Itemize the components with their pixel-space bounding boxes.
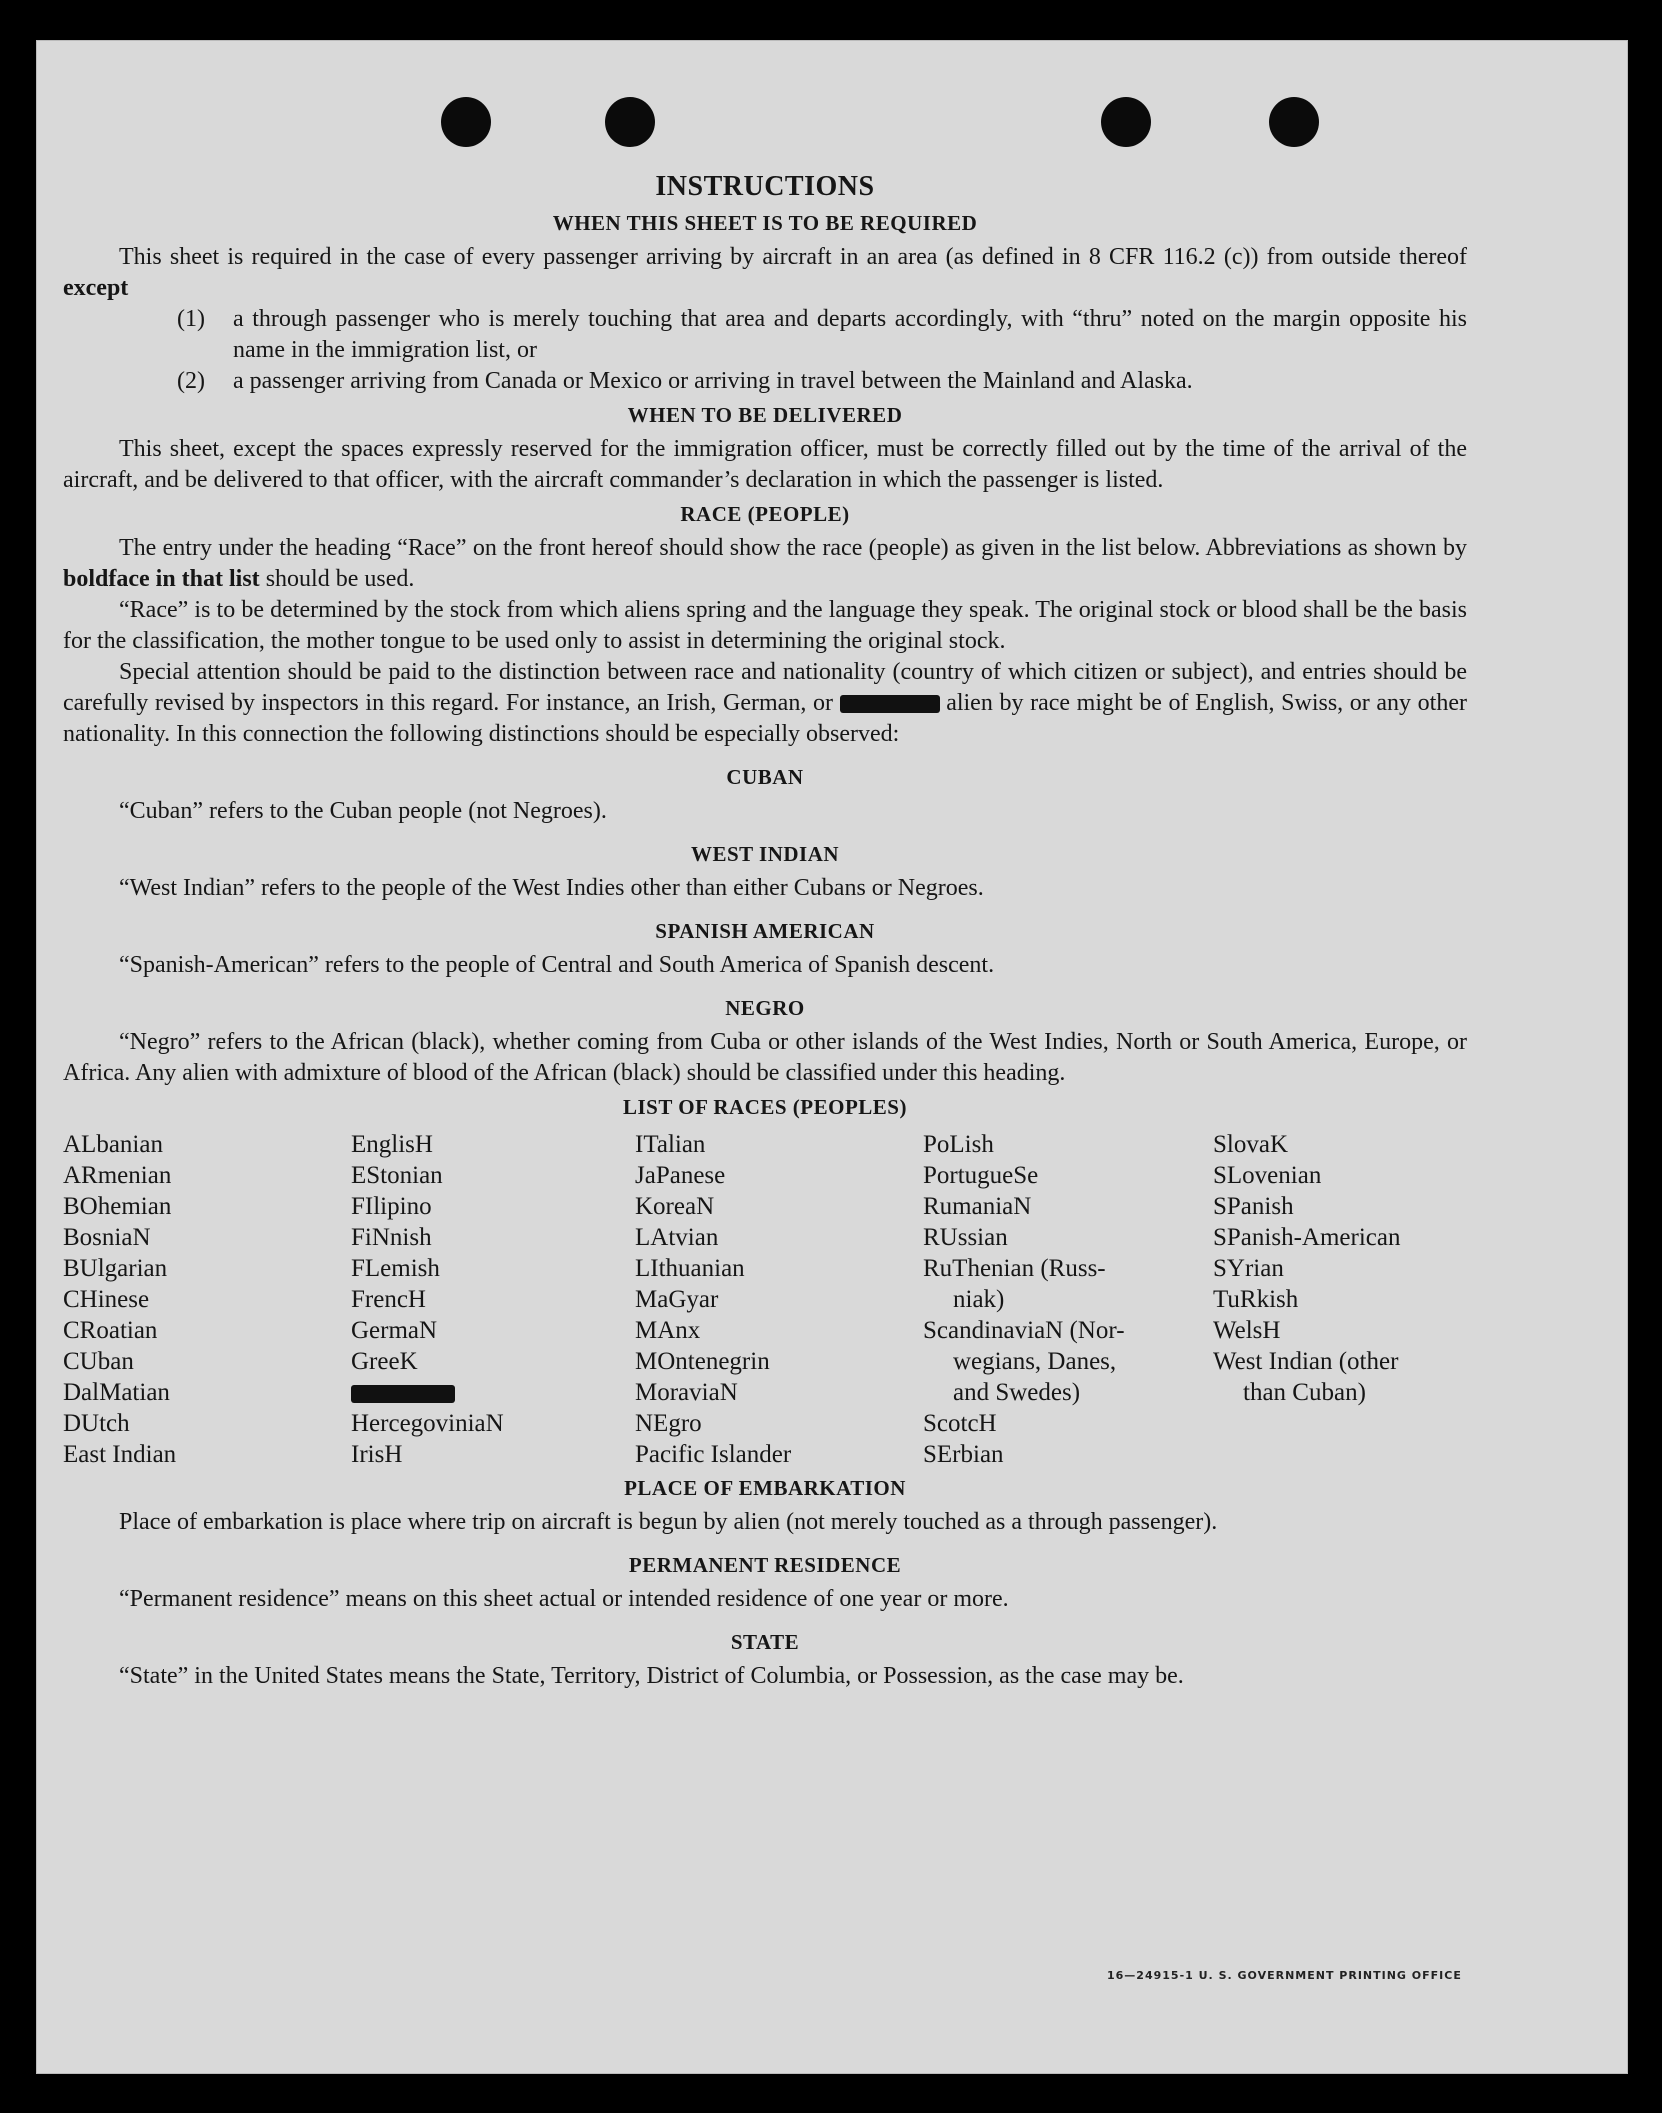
heading-permanent-residence: PERMANENT RESIDENCE <box>628 1553 902 1577</box>
race-item: West Indian (other <box>1213 1348 1399 1375</box>
heading-spanish-american: SPANISH AMERICAN <box>655 919 875 943</box>
race-item: RumaniaN <box>923 1193 1032 1220</box>
heading-when-required: WHEN THIS SHEET IS TO BE REQUIRED <box>552 211 978 235</box>
heading-list-of-races: LIST OF RACES (PEOPLES) <box>623 1095 907 1119</box>
heading-race: RACE (PEOPLE) <box>680 502 850 526</box>
race-item: LIthuanian <box>635 1255 745 1282</box>
heading-west-indian: WEST INDIAN <box>690 842 840 866</box>
paragraph-race-1: The entry under the heading “Race” on the front hereof should show the race (people) as given in the list below. Abbreviations as shown by boldface in that list should be used. <box>63 535 1467 592</box>
race-item: NEgro <box>635 1410 702 1437</box>
paragraph-when-delivered: This sheet, except the spaces expressly reserved for the immigration officer, must be correctly filled out by the time of the arrival of the aircraft, and be delivered to that officer, with the aircraft commander’s declaration in which the passenger is listed. <box>63 436 1467 493</box>
races-column-1 <box>63 1129 351 1470</box>
race-item: EStonian <box>351 1162 443 1189</box>
text-cuban: “Cuban” refers to the Cuban people (not Negroes). <box>119 798 607 824</box>
race-item: JaPanese <box>635 1162 726 1189</box>
race-item: GreeK <box>351 1348 418 1375</box>
paragraph-when-required: This sheet is required in the case of every passenger arriving by aircraft in an area (as defined in 8 CFR 116.2 (c)) from outside thereof except <box>63 244 1467 301</box>
race-item: SYrian <box>1213 1255 1284 1282</box>
race-item: FIlipino <box>351 1193 432 1220</box>
text-spanish-american: “Spanish-American” refers to the people of Central and South America of Spanish descent. <box>119 952 995 978</box>
paragraph-race-3: Special attention should be paid to the distinction between race and nationality (country of which citizen or subject), and entries should be carefully revised by inspectors in this regard. For instance, an Irish, German, or alien by race might be of English, Swiss, or any other nationality. In this connection the following distinctions should be especially observed: <box>63 659 1467 747</box>
race-item: CHinese <box>63 1286 150 1313</box>
race-item: PortugueSe <box>923 1162 1039 1189</box>
text-embarkation: Place of embarkation is place where trip on aircraft is begun by alien (not merely touched as a through passenger). <box>119 1509 1218 1535</box>
race-item: ARmenian <box>63 1162 172 1189</box>
redaction-mark <box>840 695 940 713</box>
race-item: KoreaN <box>635 1193 715 1220</box>
race-item: GermaN <box>351 1317 438 1344</box>
race-item-redacted <box>351 1377 635 1408</box>
race-item: HercegoviniaN <box>351 1410 504 1437</box>
race-item: SlovaK <box>1213 1131 1288 1158</box>
race-item: ScandinaviaN (Nor- <box>923 1317 1125 1344</box>
document-page <box>36 40 1628 2074</box>
printer-imprint: 16—24915-1 U. S. GOVERNMENT PRINTING OFFICE <box>1107 1969 1462 1982</box>
race-item: BosniaN <box>63 1224 151 1251</box>
race-item: EnglisH <box>351 1131 433 1158</box>
race-item: WelsH <box>1213 1317 1281 1344</box>
race-item: LAtvian <box>635 1224 719 1251</box>
race-item: MoraviaN <box>635 1379 738 1406</box>
race-item: IrisH <box>351 1441 403 1468</box>
race-item: MaGyar <box>635 1286 719 1313</box>
race-item-continued: wegians, Danes, <box>953 1348 1117 1375</box>
races-column-4 <box>923 1129 1213 1470</box>
races-column-2 <box>351 1129 635 1470</box>
race-item: PoLish <box>923 1131 994 1158</box>
race-item: RUssian <box>923 1224 1008 1251</box>
race-item: FLemish <box>351 1255 440 1282</box>
list-item: (1) a through passenger who is merely touching that area and departs accordingly, with “thru” noted on the margin opposite his name in the immigration list, or <box>177 306 1467 363</box>
text-state: “State” in the United States means the State, Territory, District of Columbia, or Possession, as the case may be. <box>119 1663 1184 1689</box>
paragraph-race-2: “Race” is to be determined by the stock from which aliens spring and the language they speak. The original stock or blood shall be the basis for the classification, the mother tongue to be used only to assist in determining the original stock. <box>63 597 1467 654</box>
race-item-continued: niak) <box>953 1286 1005 1313</box>
page-title: INSTRUCTIONS <box>655 171 875 202</box>
race-item: DalMatian <box>63 1379 170 1406</box>
race-item: ALbanian <box>63 1131 163 1158</box>
race-item: SErbian <box>923 1441 1004 1468</box>
race-item-continued: and Swedes) <box>953 1379 1081 1406</box>
race-item-continued: than Cuban) <box>1243 1379 1366 1406</box>
race-item: CRoatian <box>63 1317 158 1344</box>
list-item: (2) a passenger arriving from Canada or Mexico or arriving in travel between the Mainland and Alaska. <box>177 368 1193 394</box>
race-item: CUban <box>63 1348 134 1375</box>
races-list <box>63 1129 1467 1470</box>
punch-hole <box>1101 97 1151 147</box>
heading-embarkation: PLACE OF EMBARKATION <box>624 1476 906 1500</box>
race-item: BOhemian <box>63 1193 172 1220</box>
heading-state: STATE <box>730 1630 800 1654</box>
races-column-5 <box>1213 1129 1467 1470</box>
race-item: SPanish-American <box>1213 1224 1401 1251</box>
race-item: TuRkish <box>1213 1286 1299 1313</box>
punch-hole <box>1269 97 1319 147</box>
race-item: Pacific Islander <box>635 1441 792 1468</box>
race-item: RuThenian (Russ- <box>923 1255 1106 1282</box>
text-west-indian: “West Indian” refers to the people of the West Indies other than either Cubans or Negroes. <box>119 875 984 901</box>
race-item: DUtch <box>63 1410 130 1437</box>
text-negro: “Negro” refers to the African (black), whether coming from Cuba or other islands of the West Indies, North or South America, Europe, or Africa. Any alien with admixture of blood of the African (black) should be classified under this heading. <box>63 1029 1467 1086</box>
races-column-3 <box>635 1129 923 1470</box>
punch-hole <box>605 97 655 147</box>
race-item: ScotcH <box>923 1410 997 1437</box>
race-item: FiNnish <box>351 1224 432 1251</box>
race-item: SPanish <box>1213 1193 1294 1220</box>
heading-cuban: CUBAN <box>726 765 804 789</box>
race-item: BUlgarian <box>63 1255 168 1282</box>
instructions-body <box>63 161 1467 1692</box>
race-item: FrencH <box>351 1286 426 1313</box>
race-item: ITalian <box>635 1131 706 1158</box>
text-permanent-residence: “Permanent residence” means on this sheet actual or intended residence of one year or more. <box>119 1586 1009 1612</box>
punch-hole <box>441 97 491 147</box>
redaction-mark <box>351 1385 455 1403</box>
race-item: SLovenian <box>1213 1162 1322 1189</box>
heading-negro: NEGRO <box>725 996 805 1020</box>
race-item: MOntenegrin <box>635 1348 770 1375</box>
heading-when-delivered: WHEN TO BE DELIVERED <box>627 403 903 427</box>
race-item: MAnx <box>635 1317 701 1344</box>
race-item: East Indian <box>63 1441 177 1468</box>
